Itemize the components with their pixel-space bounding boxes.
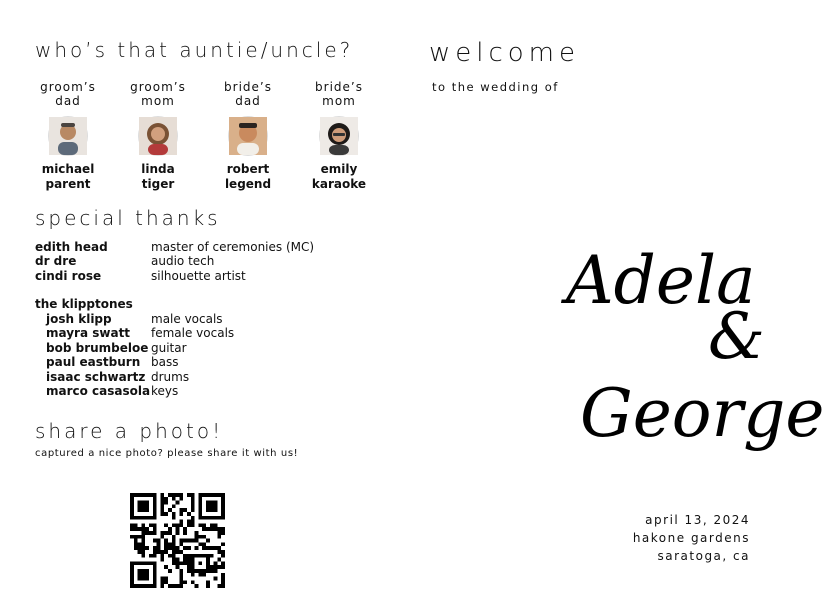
thanks-name: cindi rose	[35, 269, 102, 283]
parent-role-line1: bride’s	[224, 80, 272, 94]
groom-name: George	[580, 375, 824, 452]
band-row	[46, 326, 346, 340]
thanks-row	[35, 269, 355, 283]
qr-code-icon[interactable]	[130, 493, 225, 588]
band-member-name: isaac schwartz	[46, 370, 146, 384]
parent-name-line2: parent	[45, 177, 91, 191]
ampersand: &	[708, 300, 765, 374]
band-row	[46, 355, 346, 369]
parent-groom-dad	[28, 80, 108, 192]
parent-name-line1: linda	[141, 162, 175, 176]
parent-name-line1: michael	[41, 162, 95, 176]
band-member-role: drums	[151, 370, 190, 384]
thanks-row	[35, 240, 355, 254]
family-heading: who’s that auntie/uncle?	[35, 38, 354, 62]
thanks-heading: special thanks	[35, 206, 221, 230]
parent-role-line1: groom’s	[40, 80, 96, 94]
thanks-name: dr dre	[35, 254, 77, 268]
band-member-role: bass	[151, 355, 179, 369]
parent-name-line1: robert	[226, 162, 270, 176]
parent-groom-mom	[118, 80, 198, 192]
parent-role-line1: bride’s	[315, 80, 363, 94]
thanks-role: master of ceremonies (MC)	[151, 240, 315, 254]
band-member-name: bob brumbeloe	[46, 341, 149, 355]
band-row	[46, 384, 346, 398]
share-heading: share a photo!	[35, 419, 224, 443]
band-member-role: guitar	[151, 341, 187, 355]
parent-role-line2: dad	[235, 94, 261, 108]
band-member-name: paul eastburn	[46, 355, 141, 369]
band-member-name: marco casasola	[46, 384, 151, 398]
parent-name-line2: karaoke	[311, 177, 367, 191]
parent-name-line2: legend	[224, 177, 272, 191]
band-member-role: male vocals	[151, 312, 223, 326]
share-text: captured a nice photo? please share it with us!	[35, 448, 299, 459]
parent-role-line2: mom	[141, 94, 175, 108]
woman-photo-avatar	[319, 116, 359, 156]
band-member-name: mayra swatt	[46, 326, 131, 340]
welcome-heading: welcome	[429, 38, 581, 68]
band-member-role: keys	[151, 384, 179, 398]
parent-role-line2: mom	[322, 94, 356, 108]
parent-role-line2: dad	[55, 94, 81, 108]
band-member-name: josh klipp	[46, 312, 112, 326]
event-city: saratoga, ca	[657, 549, 750, 563]
thanks-name: edith head	[35, 240, 108, 254]
band-row	[46, 341, 346, 355]
band-row	[46, 370, 346, 384]
parent-bride-mom	[299, 80, 379, 192]
man-photo-avatar	[228, 116, 268, 156]
man-photo-avatar	[48, 116, 88, 156]
thanks-row	[35, 254, 355, 268]
parent-name-line1: emily	[320, 162, 358, 176]
event-venue: hakone gardens	[632, 531, 750, 545]
woman-photo-avatar	[138, 116, 178, 156]
thanks-role: silhouette artist	[151, 269, 246, 283]
band-member-role: female vocals	[151, 326, 235, 340]
parent-name-line2: tiger	[141, 177, 175, 191]
thanks-role: audio tech	[151, 254, 215, 268]
wedding-subtitle: to the wedding of	[432, 80, 559, 94]
bride-name: Adela	[566, 242, 756, 319]
band-row	[46, 312, 346, 326]
parent-bride-dad	[208, 80, 288, 192]
event-date: april 13, 2024	[645, 513, 750, 527]
parent-role-line1: groom’s	[130, 80, 186, 94]
band-name: the klipptones	[35, 297, 133, 311]
